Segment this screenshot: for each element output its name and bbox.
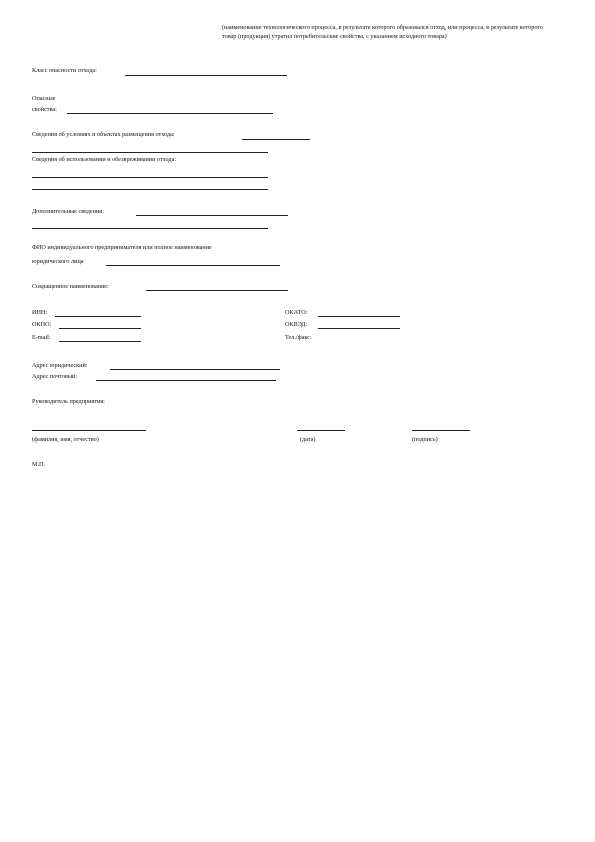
hazard-class-label: Класс опасности отхода: bbox=[32, 67, 97, 74]
additional-info-label: Дополнительные сведения: bbox=[32, 208, 104, 215]
fio-label-line1: ФИО индивидуального предпринимателя или полное наименование bbox=[32, 244, 212, 251]
inn-field[interactable] bbox=[55, 316, 141, 317]
inn-label: ИНН: bbox=[32, 309, 48, 316]
okpo-label: ОКПО: bbox=[32, 321, 52, 328]
usage-info-field-1[interactable] bbox=[32, 177, 268, 178]
email-field[interactable] bbox=[59, 341, 141, 342]
okato-label: ОКАТО: bbox=[285, 309, 308, 316]
okato-field[interactable] bbox=[318, 316, 400, 317]
okved-label: ОКВЭД: bbox=[285, 321, 308, 328]
fio-field[interactable] bbox=[106, 265, 280, 266]
placement-info-field[interactable] bbox=[242, 139, 310, 140]
phone-label: Тел./факс: bbox=[285, 334, 312, 341]
hazard-props-label-line2: свойства: bbox=[32, 106, 57, 113]
header-note: (наименование технологического процесса, в результате которого образовался отход, или процесса, в результате которого товар (продукция) утратил потребительские свойства, с указанием исходного товара) bbox=[222, 24, 543, 40]
fio-label-line2: юридического лица bbox=[32, 258, 84, 265]
hazard-class-field[interactable] bbox=[125, 75, 287, 76]
usage-info-label: Сведения об использовании и обезвреживании отхода: bbox=[32, 156, 177, 163]
okpo-field[interactable] bbox=[59, 328, 141, 329]
signature-sign-caption: (подпись) bbox=[412, 436, 438, 443]
signature-fio-field[interactable] bbox=[32, 430, 146, 431]
director-label: Руководитель предприятия: bbox=[32, 398, 105, 405]
usage-info-field-2[interactable] bbox=[32, 189, 268, 190]
okved-field[interactable] bbox=[318, 328, 400, 329]
hazard-props-label-line1: Опасные bbox=[32, 95, 56, 102]
signature-sign-field[interactable] bbox=[412, 430, 470, 431]
postal-address-label: Адрес почтовый: bbox=[32, 373, 78, 380]
signature-date-field[interactable] bbox=[297, 430, 345, 431]
postal-address-field[interactable] bbox=[96, 380, 276, 381]
signature-date-caption: (дата) bbox=[300, 436, 316, 443]
short-name-label: Сокращенное наименование: bbox=[32, 283, 109, 290]
short-name-field[interactable] bbox=[146, 290, 288, 291]
placement-info-field-2[interactable] bbox=[32, 152, 268, 153]
hazard-props-field[interactable] bbox=[67, 113, 273, 114]
placement-info-label: Сведения об условиях и объектах размещения отхода: bbox=[32, 131, 175, 138]
additional-info-field-2[interactable] bbox=[32, 228, 268, 229]
signature-fio-caption: (фамилия, имя, отчество) bbox=[32, 436, 99, 443]
stamp-place: М.П. bbox=[32, 461, 46, 468]
email-label: E-mail: bbox=[32, 334, 51, 341]
legal-address-field[interactable] bbox=[110, 369, 280, 370]
legal-address-label: Адрес юридический: bbox=[32, 362, 88, 369]
additional-info-field-1[interactable] bbox=[136, 215, 288, 216]
